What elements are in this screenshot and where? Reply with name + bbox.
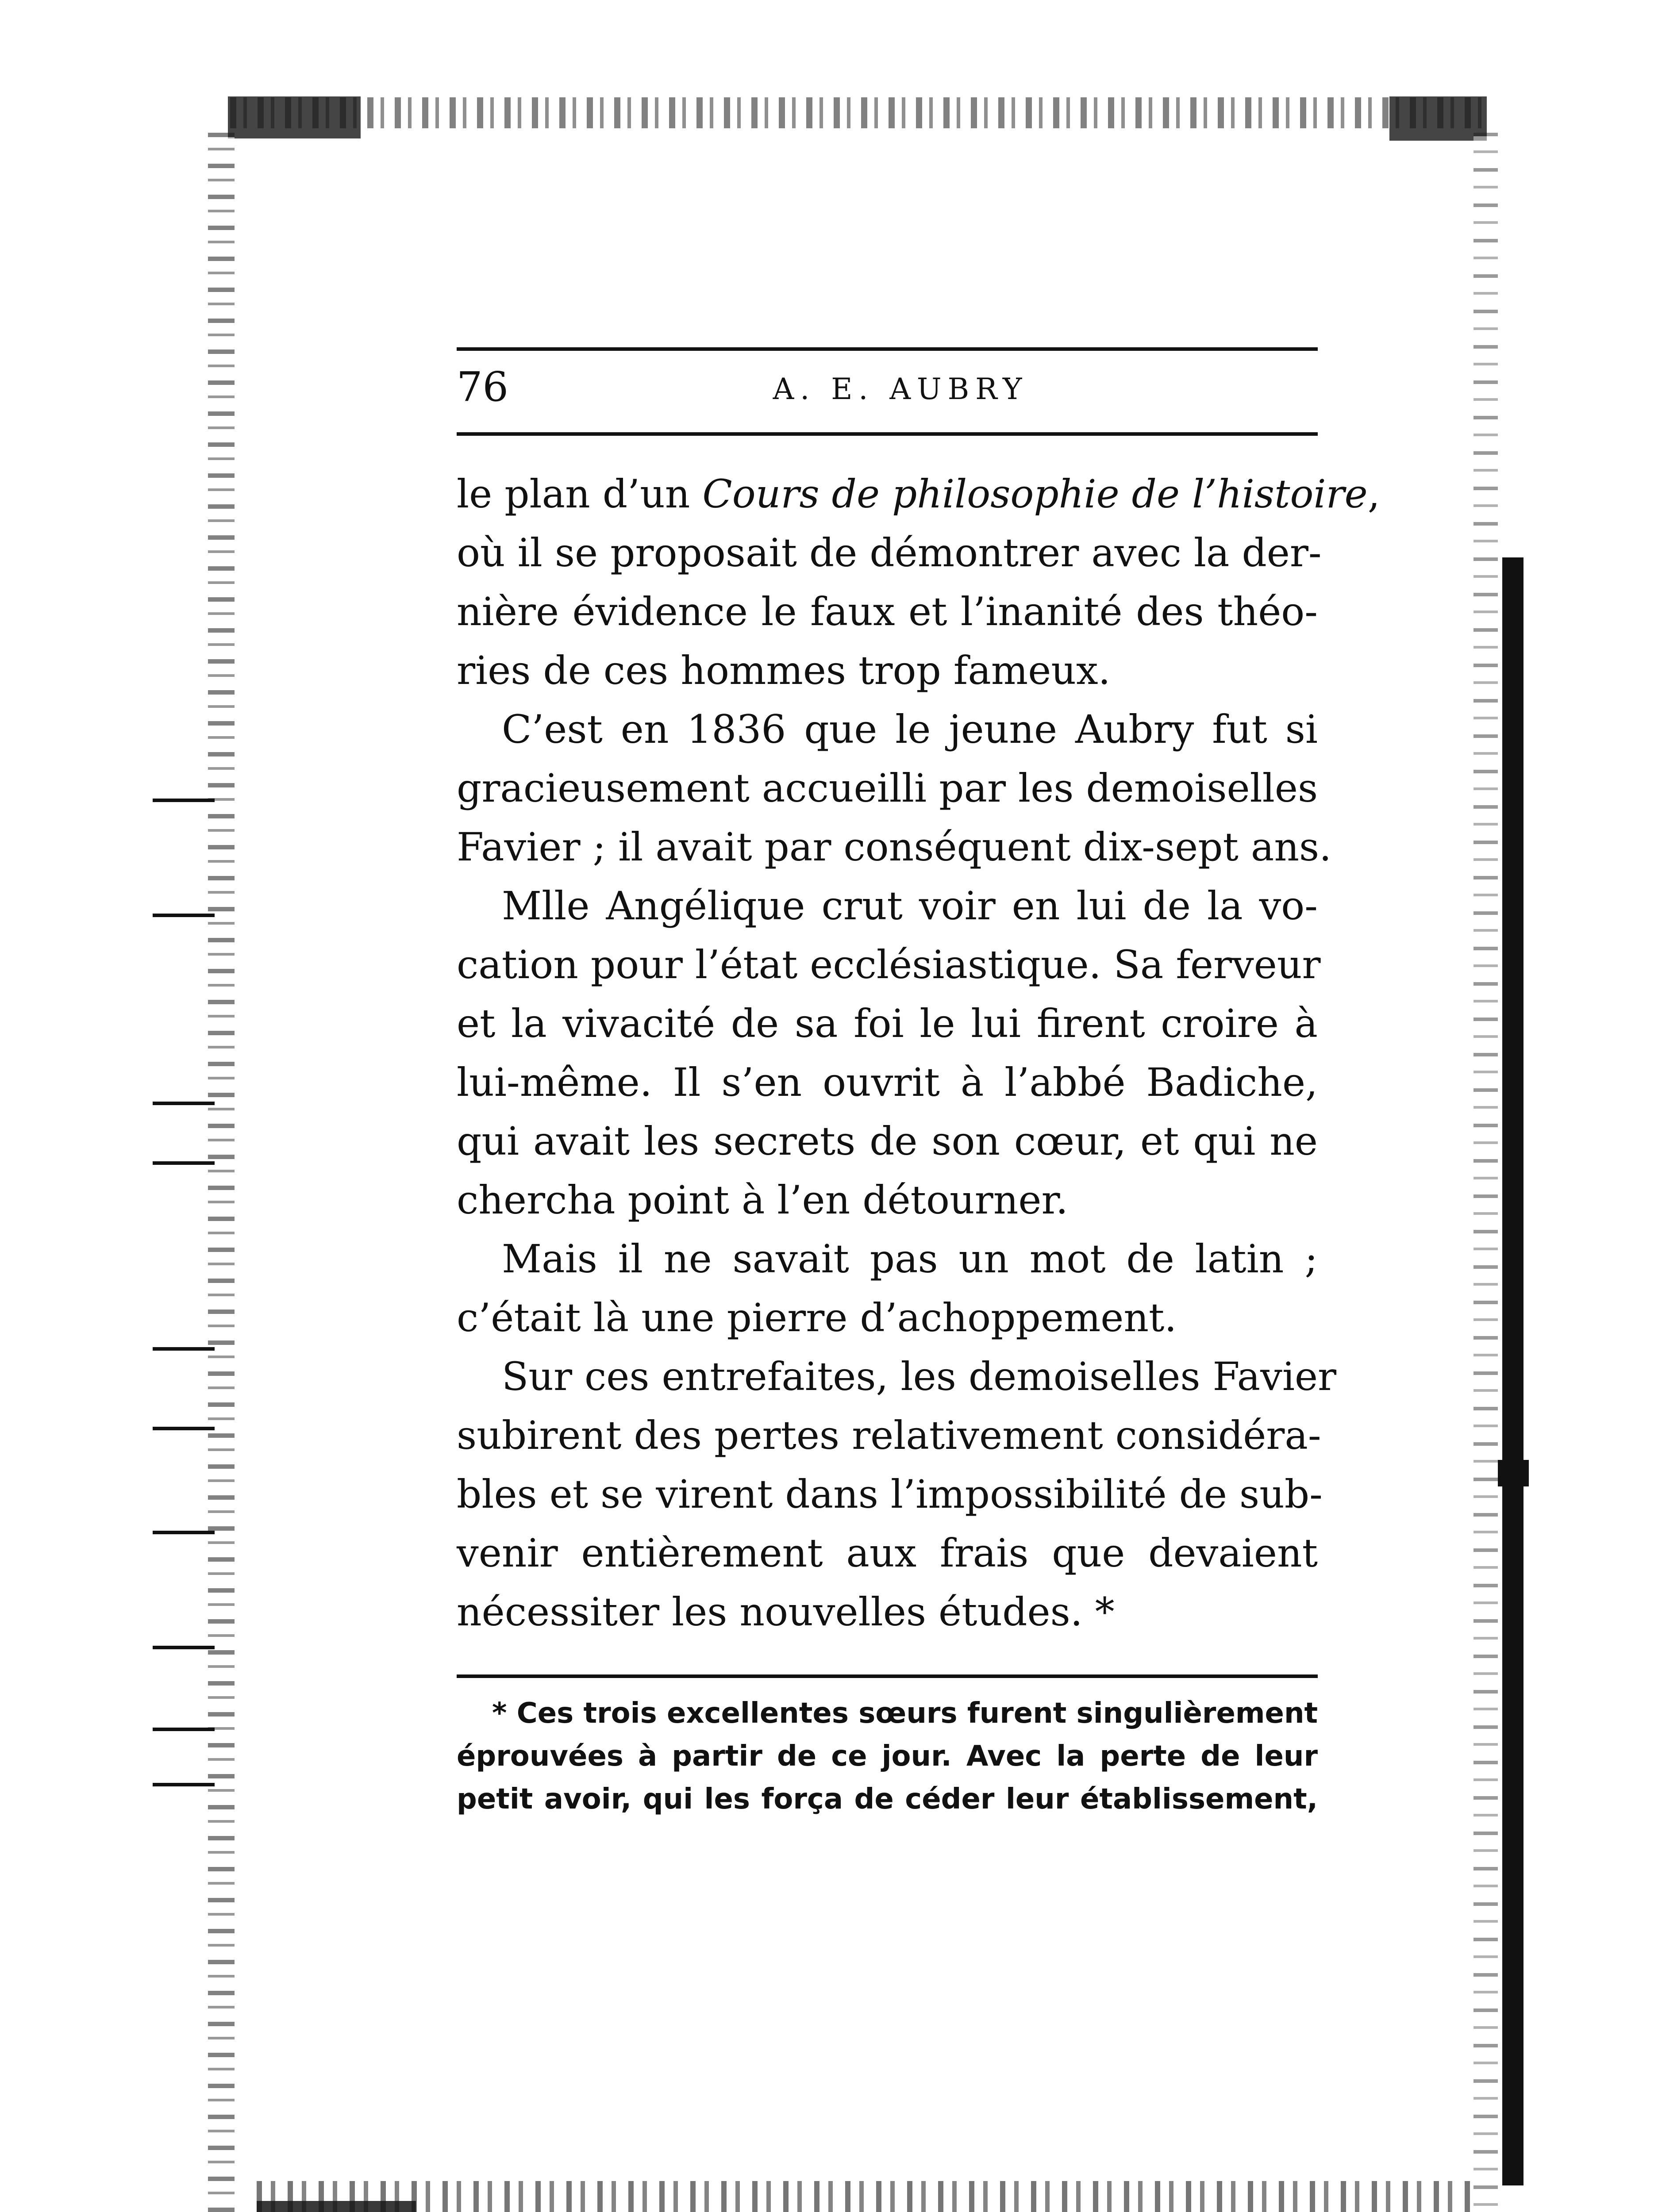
text-line: bles et se virent dans l’impossibilité de sub- <box>457 1471 1323 1517</box>
scan-border-left <box>208 133 235 2212</box>
scan-binding-shadow <box>1502 557 1524 2185</box>
text-line: ries de ces hommes trop fameux. <box>457 648 1111 693</box>
scan-margin-tick <box>153 799 215 802</box>
footnote-rule <box>457 1674 1318 1678</box>
scan-margin-tick <box>153 1783 215 1786</box>
scan-binding-mark <box>1498 1460 1529 1486</box>
scan-margin-tick <box>153 1531 215 1534</box>
book-title: Cours de philosophie de l’histoire <box>702 471 1368 517</box>
text-line: qui avait les secrets de son cœur, et qui ne <box>457 1118 1318 1164</box>
scan-border-bottom <box>257 2181 1473 2212</box>
footnote <box>457 1692 1318 1821</box>
text-line: Sur ces entrefaites, les demoiselles Favier <box>502 1354 1337 1399</box>
text-line: Mais il ne savait pas un mot de latin ; <box>502 1236 1318 1282</box>
body-text <box>457 465 1380 1641</box>
scan-margin-tick <box>153 1646 215 1649</box>
text-line: chercha point à l’en détourner. <box>457 1177 1068 1223</box>
header-top-rule <box>457 347 1318 351</box>
scan-margin-tick <box>153 1728 215 1731</box>
text-line: subirent des pertes relativement considéra- <box>457 1413 1321 1458</box>
scan-margin-tick <box>153 914 215 917</box>
text-line: cation pour l’état ecclésiastique. Sa ferveur <box>457 942 1321 987</box>
footnote-line: petit avoir, qui les força de céder leur établissement, <box>457 1783 1318 1816</box>
footnote-line: * Ces trois excellentes sœurs furent singulièrement <box>492 1697 1318 1730</box>
scan-margin-tick <box>153 1161 215 1165</box>
text-line: où il se proposait de démontrer avec la der- <box>457 530 1322 576</box>
scan-margin-tick <box>153 1427 215 1430</box>
text-line: C’est en 1836 que le jeune Aubry fut si <box>502 707 1318 752</box>
running-head: A. E. AUBRY <box>773 372 1028 406</box>
footnote-line: éprouvées à partir de ce jour. Avec la perte de leur <box>457 1740 1318 1773</box>
scan-corner-top-left <box>228 96 361 138</box>
text-line: et la vivacité de sa foi le lui firent croire à <box>457 1001 1318 1046</box>
text-line: nécessiter les nouvelles études. * <box>457 1589 1115 1635</box>
page-header <box>457 358 1318 416</box>
scan-corner-top-right <box>1389 96 1487 141</box>
scan-margin-tick <box>153 1102 215 1105</box>
text-line: gracieusement accueilli par les demoiselles <box>457 765 1318 811</box>
text-line: venir entièrement aux frais que devaient <box>457 1530 1318 1576</box>
scan-border-top <box>230 97 1482 128</box>
text-line: Favier ; il avait par conséquent dix-sept ans. <box>457 824 1332 870</box>
text-line: le plan d’un Cours de philosophie de l’histoire, <box>457 471 1380 517</box>
text-line: c’était là une pierre d’achoppement. <box>457 1295 1177 1340</box>
header-bottom-rule <box>457 432 1318 436</box>
scan-border-right <box>1473 133 1498 2212</box>
text-line: nière évidence le faux et l’inanité des théo- <box>457 589 1318 634</box>
text-line: lui-même. Il s’en ouvrit à l’abbé Badiche, <box>457 1060 1318 1105</box>
text-line: Mlle Angélique crut voir en lui de la vo- <box>502 883 1318 929</box>
scan-margin-tick <box>153 1347 215 1351</box>
scan-corner-bottom-left <box>257 2201 416 2212</box>
page-number: 76 <box>457 363 509 411</box>
